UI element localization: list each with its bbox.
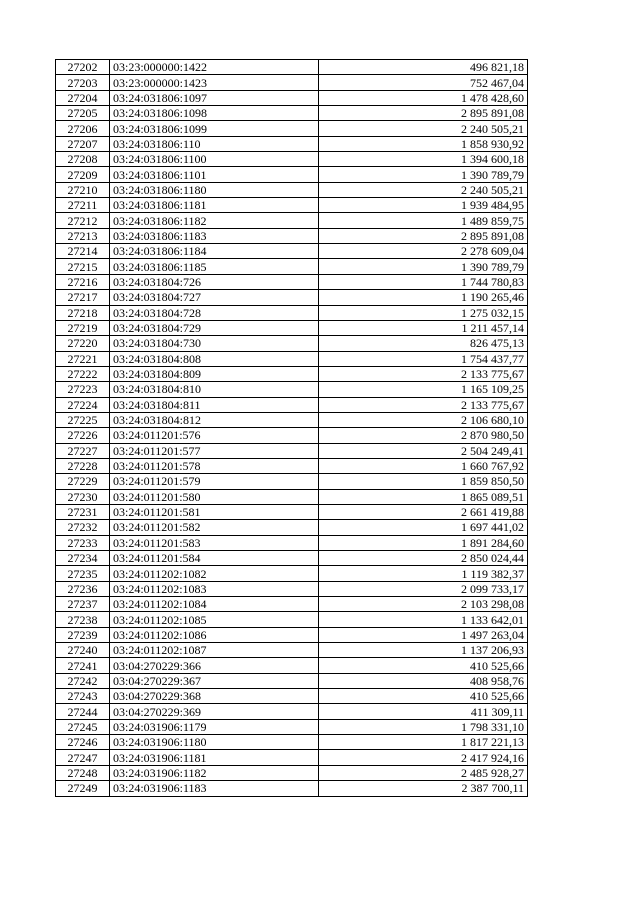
row-number-cell: 27241 [56,658,110,673]
table-row [56,182,528,197]
value-cell: 1 489 859,75 [319,213,528,228]
cadastral-number-cell: 03:24:031906:1179 [110,719,319,734]
value-cell: 2 850 024,44 [319,551,528,566]
cadastral-number-cell: 03:24:031906:1181 [110,750,319,765]
table-row [56,489,528,504]
table-row [56,689,528,704]
cadastral-number-cell: 03:24:011202:1085 [110,612,319,627]
value-cell: 411 309,11 [319,704,528,719]
row-number-cell: 27232 [56,520,110,535]
cadastral-number-cell: 03:24:011202:1083 [110,581,319,596]
table-row [56,581,528,596]
cadastral-number-cell: 03:04:270229:366 [110,658,319,673]
table-row [56,382,528,397]
cadastral-number-cell: 03:24:031804:809 [110,366,319,381]
value-cell: 410 525,66 [319,689,528,704]
row-number-cell: 27231 [56,504,110,519]
cadastral-number-cell: 03:23:000000:1423 [110,75,319,90]
row-number-cell: 27246 [56,735,110,750]
value-cell: 1 798 331,10 [319,719,528,734]
cadastral-number-cell: 03:24:031806:1097 [110,90,319,105]
cadastral-number-cell: 03:24:011201:578 [110,458,319,473]
row-number-cell: 27214 [56,244,110,259]
value-cell: 1 394 600,18 [319,152,528,167]
row-number-cell: 27235 [56,566,110,581]
table-row [56,658,528,673]
table-row [56,458,528,473]
value-cell: 1 390 789,79 [319,167,528,182]
value-cell: 2 485 928,27 [319,765,528,780]
cadastral-number-cell: 03:24:011201:577 [110,443,319,458]
table-row [56,551,528,566]
table-row [56,121,528,136]
value-cell: 410 525,66 [319,658,528,673]
table-row [56,412,528,427]
table-row [56,719,528,734]
table-row [56,274,528,289]
cadastral-number-cell: 03:24:011201:576 [110,428,319,443]
row-number-cell: 27221 [56,351,110,366]
row-number-cell: 27208 [56,152,110,167]
cadastral-number-cell: 03:24:031806:1100 [110,152,319,167]
row-number-cell: 27248 [56,765,110,780]
row-number-cell: 27227 [56,443,110,458]
value-cell: 752 467,04 [319,75,528,90]
table-row [56,643,528,658]
cadastral-number-cell: 03:24:011201:580 [110,489,319,504]
table-row [56,597,528,612]
value-cell: 2 417 924,16 [319,750,528,765]
cadastral-number-cell: 03:24:031906:1180 [110,735,319,750]
row-number-cell: 27228 [56,458,110,473]
value-cell: 2 278 609,04 [319,244,528,259]
value-cell: 1 275 032,15 [319,305,528,320]
row-number-cell: 27226 [56,428,110,443]
table-row [56,750,528,765]
table-row [56,673,528,688]
cadastral-number-cell: 03:24:031804:728 [110,305,319,320]
table-row [56,428,528,443]
cadastral-number-cell: 03:04:270229:367 [110,673,319,688]
table-row [56,136,528,151]
cadastral-number-cell: 03:24:031806:1181 [110,198,319,213]
row-number-cell: 27234 [56,551,110,566]
row-number-cell: 27213 [56,228,110,243]
table-row [56,90,528,105]
value-cell: 1 697 441,02 [319,520,528,535]
table-row [56,366,528,381]
row-number-cell: 27211 [56,198,110,213]
value-cell: 1 865 089,51 [319,489,528,504]
cadastral-number-cell: 03:23:000000:1422 [110,60,319,75]
value-cell: 2 895 891,08 [319,106,528,121]
cadastral-number-cell: 03:24:031806:1183 [110,228,319,243]
row-number-cell: 27239 [56,627,110,642]
table-row [56,735,528,750]
cadastral-number-cell: 03:24:011202:1087 [110,643,319,658]
row-number-cell: 27209 [56,167,110,182]
row-number-cell: 27205 [56,106,110,121]
value-cell: 1 891 284,60 [319,535,528,550]
cadastral-number-cell: 03:04:270229:368 [110,689,319,704]
value-cell: 1 817 221,13 [319,735,528,750]
value-cell: 2 240 505,21 [319,182,528,197]
cadastral-number-cell: 03:24:011201:581 [110,504,319,519]
row-number-cell: 27236 [56,581,110,596]
cadastral-number-cell: 03:24:011202:1082 [110,566,319,581]
value-cell: 2 099 733,17 [319,581,528,596]
row-number-cell: 27238 [56,612,110,627]
value-cell: 1 190 265,46 [319,290,528,305]
row-number-cell: 27224 [56,397,110,412]
table-row [56,397,528,412]
table-row [56,152,528,167]
value-cell: 2 870 980,50 [319,428,528,443]
value-cell: 2 895 891,08 [319,228,528,243]
row-number-cell: 27229 [56,474,110,489]
cadastral-number-cell: 03:24:031804:730 [110,336,319,351]
row-number-cell: 27243 [56,689,110,704]
table-row [56,320,528,335]
cadastral-number-cell: 03:24:031806:1098 [110,106,319,121]
table-row [56,627,528,642]
row-number-cell: 27233 [56,535,110,550]
value-cell: 1 754 437,77 [319,351,528,366]
table-row [56,704,528,719]
value-cell: 1 939 484,95 [319,198,528,213]
row-number-cell: 27202 [56,60,110,75]
value-cell: 2 240 505,21 [319,121,528,136]
row-number-cell: 27225 [56,412,110,427]
row-number-cell: 27219 [56,320,110,335]
row-number-cell: 27240 [56,643,110,658]
row-number-cell: 27242 [56,673,110,688]
cadastral-number-cell: 03:24:031804:727 [110,290,319,305]
value-cell: 2 661 419,88 [319,504,528,519]
value-cell: 1 137 206,93 [319,643,528,658]
table-row [56,612,528,627]
row-number-cell: 27223 [56,382,110,397]
cadastral-number-cell: 03:24:031806:1180 [110,182,319,197]
value-cell: 2 103 298,08 [319,597,528,612]
table-row [56,75,528,90]
table-row [56,198,528,213]
value-cell: 2 133 775,67 [319,397,528,412]
row-number-cell: 27207 [56,136,110,151]
cadastral-number-cell: 03:24:031806:1099 [110,121,319,136]
row-number-cell: 27237 [56,597,110,612]
value-cell: 1 211 457,14 [319,320,528,335]
row-number-cell: 27216 [56,274,110,289]
cadastral-number-cell: 03:24:011201:579 [110,474,319,489]
value-cell: 496 821,18 [319,60,528,75]
value-cell: 1 133 642,01 [319,612,528,627]
row-number-cell: 27206 [56,121,110,136]
table-row [56,213,528,228]
cadastral-number-cell: 03:24:031806:1184 [110,244,319,259]
value-cell: 1 859 850,50 [319,474,528,489]
value-cell: 826 475,13 [319,336,528,351]
row-number-cell: 27222 [56,366,110,381]
table-row [56,228,528,243]
value-cell: 1 478 428,60 [319,90,528,105]
table-row [56,106,528,121]
table-row [56,535,528,550]
table-row [56,244,528,259]
row-number-cell: 27203 [56,75,110,90]
table-row [56,60,528,75]
row-number-cell: 27212 [56,213,110,228]
cadastral-number-cell: 03:24:031804:729 [110,320,319,335]
cadastral-number-cell: 03:04:270229:369 [110,704,319,719]
table-row [56,167,528,182]
value-cell: 1 660 767,92 [319,458,528,473]
table-row [56,504,528,519]
row-number-cell: 27249 [56,781,110,796]
row-number-cell: 27204 [56,90,110,105]
row-number-cell: 27244 [56,704,110,719]
table-row [56,305,528,320]
row-number-cell: 27247 [56,750,110,765]
cadastral-number-cell: 03:24:011201:583 [110,535,319,550]
row-number-cell: 27217 [56,290,110,305]
value-cell: 1 858 930,92 [319,136,528,151]
table-row [56,443,528,458]
value-cell: 2 106 680,10 [319,412,528,427]
cadastral-number-cell: 03:24:031804:812 [110,412,319,427]
cadastral-number-cell: 03:24:011202:1086 [110,627,319,642]
cadastral-number-cell: 03:24:031804:808 [110,351,319,366]
table-row [56,566,528,581]
cadastral-number-cell: 03:24:031906:1182 [110,765,319,780]
value-cell: 2 133 775,67 [319,366,528,381]
table-row [56,351,528,366]
row-number-cell: 27218 [56,305,110,320]
table-row [56,259,528,274]
value-cell: 1 744 780,83 [319,274,528,289]
table-row [56,765,528,780]
cadastral-number-cell: 03:24:031806:110 [110,136,319,151]
cadastral-number-cell: 03:24:011202:1084 [110,597,319,612]
cadastral-number-cell: 03:24:011201:584 [110,551,319,566]
value-cell: 1 165 109,25 [319,382,528,397]
table-row [56,474,528,489]
value-cell: 1 119 382,37 [319,566,528,581]
table-row [56,520,528,535]
cadastral-number-cell: 03:24:031806:1185 [110,259,319,274]
cadastral-number-cell: 03:24:031804:726 [110,274,319,289]
value-cell: 408 958,76 [319,673,528,688]
value-cell: 1 497 263,04 [319,627,528,642]
table-row [56,336,528,351]
table-row [56,290,528,305]
value-cell: 2 504 249,41 [319,443,528,458]
cadastral-number-cell: 03:24:031806:1182 [110,213,319,228]
cadastral-number-cell: 03:24:031806:1101 [110,167,319,182]
row-number-cell: 27220 [56,336,110,351]
row-number-cell: 27230 [56,489,110,504]
cadastral-number-cell: 03:24:031804:811 [110,397,319,412]
table-row [56,781,528,796]
cadastral-number-cell: 03:24:011201:582 [110,520,319,535]
value-cell: 2 387 700,11 [319,781,528,796]
cadastral-value-table [55,59,528,797]
cadastral-number-cell: 03:24:031804:810 [110,382,319,397]
cadastral-number-cell: 03:24:031906:1183 [110,781,319,796]
row-number-cell: 27210 [56,182,110,197]
row-number-cell: 27215 [56,259,110,274]
value-cell: 1 390 789,79 [319,259,528,274]
row-number-cell: 27245 [56,719,110,734]
table-body [56,60,528,797]
